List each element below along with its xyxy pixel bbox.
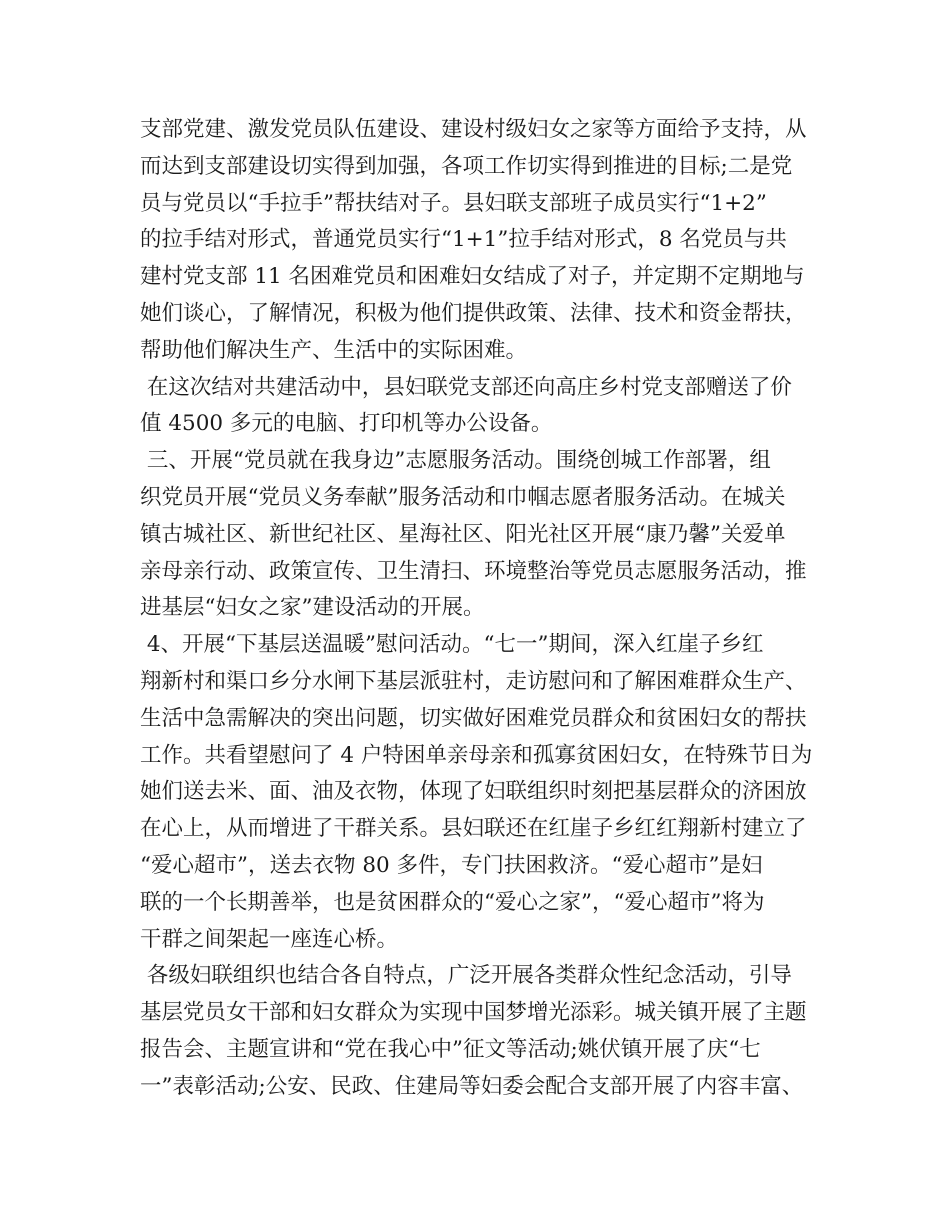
text-line: 织党员开展“党员义务奉献”服务活动和巾帼志愿者服务活动。在城关 bbox=[140, 484, 786, 510]
text-line: 进基层“妇女之家”建设活动的开展。 bbox=[140, 595, 485, 621]
text-line: 亲母亲行动、政策宣传、卫生清扫、环境整治等党员志愿服务活动，推 bbox=[140, 558, 807, 584]
text-line: 生活中急需解决的突出问题，切实做好困难党员群众和贫困妇女的帮扶 bbox=[140, 705, 807, 731]
text-line: 建村党支部 11 名困难党员和困难妇女结成了对子，并定期不定期地与 bbox=[140, 264, 805, 290]
text-line: 联的一个长期善举，也是贫困群众的“爱心之家”，“爱心超市”将为 bbox=[140, 889, 765, 915]
text-line: 值 4500 多元的电脑、打印机等办公设备。 bbox=[140, 411, 553, 437]
text-line: 而达到支部建设切实得到加强，各项工作切实得到推进的目标;二是党 bbox=[140, 153, 793, 179]
text-line: “爱心超市”，送去衣物 80 多件，专门扶困救济。“爱心超市”是妇 bbox=[140, 852, 763, 878]
text-line: 报告会、主题宣讲和“党在我心中”征文等活动;姚伏镇开展了庆“七 bbox=[140, 1036, 761, 1062]
text-line: 三、开展“党员就在我身边”志愿服务活动。围绕创城工作部署，组 bbox=[140, 448, 771, 474]
document-body bbox=[140, 112, 820, 1106]
text-line: 基层党员女干部和妇女群众为实现中国梦增光添彩。城关镇开展了主题 bbox=[140, 1000, 807, 1026]
text-line: 帮助他们解决生产、生活中的实际困难。 bbox=[140, 337, 528, 363]
text-line: 员与党员以“手拉手”帮扶结对子。县妇联支部班子成员实行“1+2” bbox=[140, 190, 767, 216]
text-line: 在心上，从而增进了干群关系。县妇联还在红崖子乡红红翔新村建立了 bbox=[140, 816, 807, 842]
text-line: 在这次结对共建活动中，县妇联党支部还向高庄乡村党支部赠送了价 bbox=[140, 374, 792, 400]
text-line: 支部党建、激发党员队伍建设、建设村级妇女之家等方面给予支持，从 bbox=[140, 117, 807, 142]
text-line: 镇古城社区、新世纪社区、星海社区、阳光社区开展“康乃馨”关爱单 bbox=[140, 521, 786, 547]
text-line: 翔新村和渠口乡分水闸下基层派驻村，走访慰问和了解困难群众生产、 bbox=[140, 668, 807, 694]
text-line: 各级妇联组织也结合各自特点，广泛开展各类群众性纪念活动，引导 bbox=[140, 963, 792, 989]
text-line: 一”表彰活动;公安、民政、住建局等妇委会配合支部开展了内容丰富、 bbox=[140, 1073, 804, 1099]
text-line: 4、开展“下基层送温暖”慰问活动。“七一”期间，深入红崖子乡红 bbox=[140, 632, 764, 658]
text-line: 干群之间架起一座连心桥。 bbox=[140, 926, 399, 952]
text-line: 她们谈心，了解情况，积极为他们提供政策、法律、技术和资金帮扶， bbox=[140, 300, 807, 326]
text-line: 的拉手结对形式，普通党员实行“1+1”拉手结对形式，8 名党员与共 bbox=[140, 227, 787, 253]
text-line: 工作。共看望慰问了 4 户特困单亲母亲和孤寡贫困妇女，在特殊节日为 bbox=[140, 742, 813, 768]
text-line: 她们送去米、面、油及衣物，体现了妇联组织时刻把基层群众的济困放 bbox=[140, 779, 807, 805]
